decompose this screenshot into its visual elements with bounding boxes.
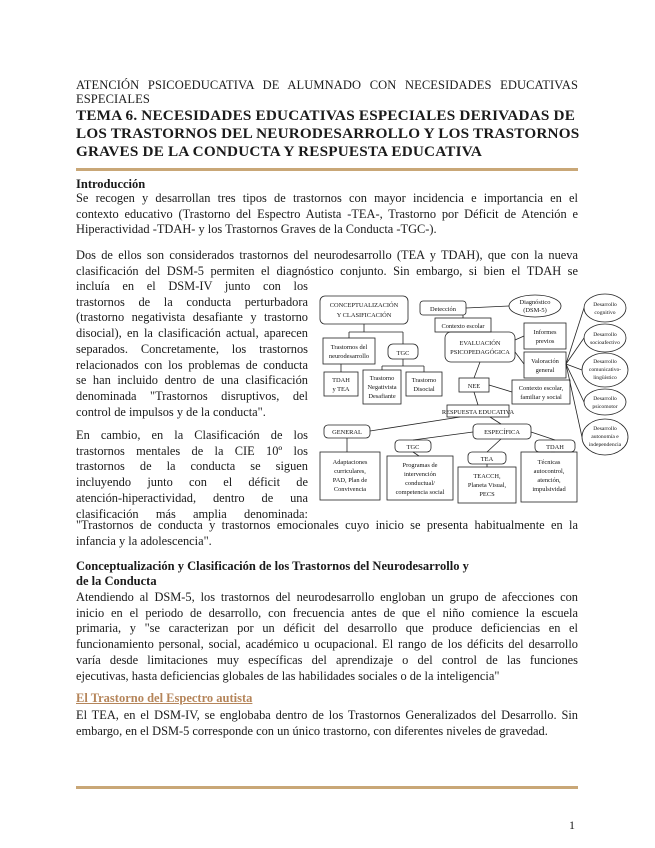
diagram-label: Desarrollo [593,359,617,365]
diagram-label: socioafectivo [590,340,620,346]
diagram-label: Desafiante [368,393,396,400]
diagram-label: PECS [479,491,495,498]
text-line: varía desde limitaciones muy específicas del aprendizaje o del control de las funciones [76,652,578,667]
diagram-label: Convivencia [333,486,367,493]
diagram-label: TGC [396,350,410,357]
intro-paragraph-2-wrapped [76,279,308,420]
bottom-divider [76,786,578,789]
diagram-label: GENERAL [332,429,362,436]
section-2-paragraph [76,590,578,684]
diagram-label: Diagnóstico [519,299,551,306]
diagram-label: CONCEPTUALIZACIÓN [329,302,399,309]
text-line: denominada "Trastornos disruptivos, del [76,388,308,403]
text-line: disocial), en la clasificación actual, aparecen [76,326,308,341]
diagram-label: Desarrollo [593,396,617,402]
diagram-label: TEACCH, [473,473,501,480]
text-line: "Trastornos de conducta y trastornos emocionales cuyo inicio se presenta habitualmente en la [76,518,578,532]
diagram-label: EVALUACIÓN [459,340,501,347]
diagram-label: neurodesarrollo [328,353,370,360]
diagram-label: autonomía e [591,434,619,440]
heading-line: Conceptualización y Clasificación de los Trastornos del Neurodesarrollo y [76,559,469,573]
intro-paragraph-2 [76,248,578,279]
diagram-ellipse-desarrollo-2 [584,324,626,352]
diagram-label: Programas de [402,462,438,469]
diagram-label: Valoración [531,358,559,365]
diagram-label: autocontrol, [533,468,565,475]
diagram-label: Detección [430,306,456,313]
diagram-label: Planeta Visual, [467,482,507,489]
intro-paragraph-3-wrapped [76,428,308,522]
diagram-ellipse-desarrollo-4 [584,389,626,415]
heading-line: de la Conducta [76,574,157,588]
diagram-label: Trastorno [369,375,395,382]
diagram-label: PSICOPEDAGÓGICA [450,349,510,356]
text-line: Se recogen y desarrollan tres tipos de trastornos con mayor incidencia e importancia en el [76,191,578,205]
diagram-label: impulsividad [532,486,566,493]
diagram-label: psicomotor [592,404,618,410]
diagram-label: intervención [404,471,436,478]
section-3-heading-link[interactable]: El Trastorno del Espectro autista [76,691,253,705]
diagram-label: y TEA [332,386,350,393]
text-line: separados. Concretamente, los trastornos [76,341,308,356]
diagram-label: Desarrollo [593,332,617,338]
text-line: clasificación del DSM-5 permiten el diagnóstico conjunto. Sin embargo, si bien el TDAH se [76,263,578,278]
diagram-label: RESPUESTA EDUCATIVA [441,409,515,416]
section-2-heading [76,559,469,589]
diagram-box-evaluacion [445,332,515,362]
text-line: ejecutivas, hasta deficiencias globales de las habilidades sociales o de la inteligencia" [76,668,500,683]
text-line: contexto educativo (Trastorno del Espectro Autista -TEA-, Trastorno por Déficit de Atención e [76,206,578,221]
diagram-label: NEE [467,383,481,390]
diagram-label: curriculares, [334,468,366,475]
text-line: primaria, y "se caracterizan por un déficit del desarrollo que produce deficiencias en el [76,621,578,636]
diagram-label: Desarrollo [593,426,617,432]
diagram-label: comunicativo- [588,367,622,373]
top-divider [76,168,578,171]
diagram-label: TDAH [546,444,564,451]
text-line: El TEA, en el DSM-IV, se englobaba dentro de los Trastornos Generalizados del Desarrollo. Sin [76,708,578,722]
intro-paragraph-1 [76,191,578,238]
text-line: Atendiendo al DSM-5, los trastornos del neurodesarrollo engloban un grupo de afecciones con [76,590,578,604]
diagram-label: Disocial [413,386,435,393]
diagram-label: atención, [537,477,561,484]
diagram-label: conductual/ [405,480,435,487]
diagram-box-informes [524,323,566,349]
diagram-label: Negativista [367,384,397,391]
section-3-paragraph [76,708,578,739]
text-line: En cambio, en la Clasificación de los [76,428,308,442]
diagram-ellipse-desarrollo-1 [584,294,626,322]
diagram-label: ESPECÍFICA [484,429,520,436]
diagram-label: Trastorno [411,377,437,384]
course-header: ATENCIÓN PSICOEDUCATIVA DE ALUMNADO CON NECESIDADES EDUCATIVAS ESPECIALES [76,78,578,106]
text-line: incluyendo junto con el déficit de [76,475,308,490]
diagram-label: TDAH [332,377,350,384]
diagram-label: previos [535,338,555,345]
text-line: Dos de ellos son considerados trastornos del neurodesarrollo (TEA y TDAH), que con la nueva [76,248,578,262]
diagram-label: Contexto escolar [441,323,485,330]
diagram-label: Y CLASIFICACIÓN [336,312,392,319]
diagram-box-conceptualizacion [320,296,408,324]
intro-paragraph-3 [76,518,578,549]
diagram-label: Técnicas [537,459,561,466]
diagram-label: TEA [480,456,494,463]
document-title: TEMA 6. NECESIDADES EDUCATIVAS ESPECIALES DERIVADAS DE LOS TRASTORNOS DEL NEURODESARROLLO Y LOS TRASTORNOS GRAVES DE LA CONDUCTA Y RESPUESTA EDUCATIVA [76,107,580,160]
diagram-box-valoracion [524,352,566,378]
diagram-label: general [535,367,555,374]
text-line: trastornos mentales de la CIE 10º los [76,443,308,458]
diagram-label: Desarrollo [593,302,617,308]
diagram-label: (DSM-5) [523,307,547,314]
text-line: incluía en el DSM-IV junto con los [76,279,308,293]
diagram-label: Adaptaciones [332,459,368,466]
text-line: infancia y la adolescencia". [76,533,212,548]
diagram-label: cognitivo [594,310,616,316]
text-line: (trastorno negativista desafiante y trastorno [76,310,308,325]
diagram-label: competencia social [395,489,445,496]
text-line: embargo, en el DSM-5 corresponde con un único trastorno, con diferentes niveles de gravedad. [76,723,548,738]
text-line: trastornos de la conducta perturbadora [76,294,308,309]
text-line: clasificación más amplia denominada: [76,506,308,521]
intro-heading: Introducción [76,177,146,191]
text-line: trastornos de la conducta se siguen [76,459,308,474]
diagram-label: Contexto escolar, [518,385,564,392]
text-line: Hiperactividad -TDAH- y los Trastornos Graves de la Conducta -TGC-). [76,222,437,237]
diagram-label: familiar y social [520,394,562,401]
diagram-label: Trastornos del [330,344,368,351]
text-line: relacionados con los problemas de conducta [76,357,308,372]
text-line: funcionamiento personal, social, académico u ocupacional. El rango de los déficits del desarrollo [76,637,578,652]
diagram-label: Informes [533,329,557,336]
text-line: control de impulsos y de la conducta". [76,404,266,419]
diagram-box-neuro [323,338,375,364]
text-line: se han incluido dentro de una clasificación [76,373,308,388]
diagram-label: independencia [588,442,622,448]
diagram-label: lingüístico [593,375,617,381]
diagram-label: TGC [406,444,420,451]
text-line: atención-hiperactividad, dentro de una [76,490,308,505]
concept-diagram [315,292,632,516]
text-line: inicio en el periodo de desarrollo, con frecuencia antes de que el niño comience la escuela [76,605,578,620]
page-number: 1 [569,818,575,832]
diagram-label: PAD, Plan de [332,477,368,484]
